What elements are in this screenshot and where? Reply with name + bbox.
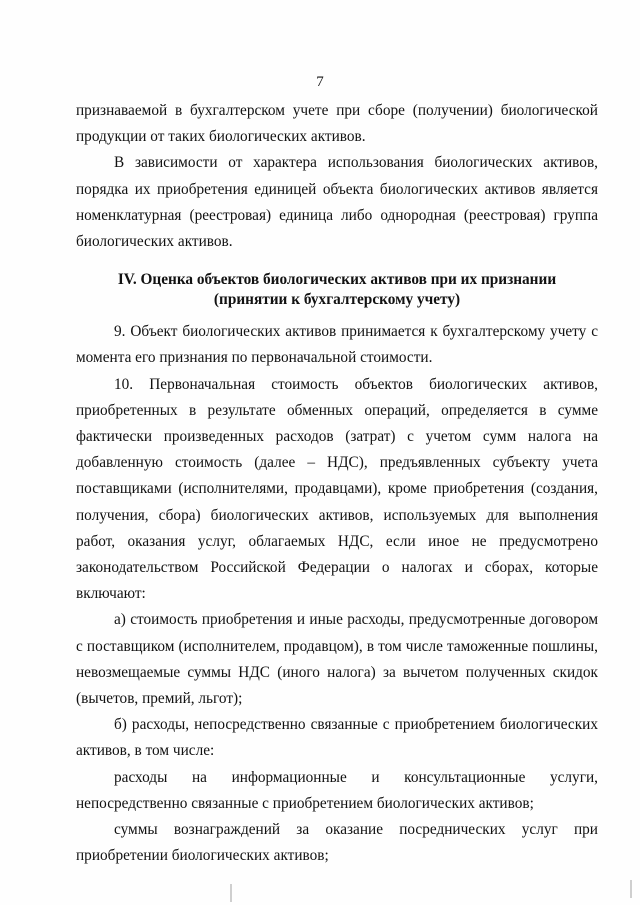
paragraph-consulting-costs: расходы на информационные и консультационные услуги, непосредственно связанные с приобретением биологических активов; [76,768,598,812]
scan-artifact-mark [230,884,232,902]
paragraph-item-9: 9. Объект биологических активов принимается к бухгалтерскому учету с момента его признания по первоначальной стоимости. [76,323,598,367]
page-number: 7 [316,74,324,90]
section-heading-line-2: (принятии к бухгалтерскому учету) [213,291,461,309]
paragraph-subitem-b: б) расходы, непосредственно связанные с приобретением биологических активов, в том числе: [76,716,598,760]
paragraph-item-10: 10. Первоначальная стоимость объектов биологических активов, приобретенных в результате обменных операций, определяется в сумме фактически произведенных расходов (затрат) с учетом сумм налога на добавленную стоимость (далее – НДС), предъявленных субъекту учета поставщиками (исполнителями, продавцами), кроме приобретения (создания, получения, сбора) биологических активов, используемых для выполнения работ, оказания услуг, облагаемых НДС, если иное не предусмотрено законодательством Российской Федерации о налогах и сборах, которые включают: [76,375,598,603]
paragraph-unit-definition: В зависимости от характера использования биологических активов, порядка их приобретения единицей объекта биологических активов является номенклатурная (реестровая) единица либо однородная (реестровая) группа биологических активов. [76,154,598,251]
section-heading-line-1: IV. Оценка объектов биологических активов при их признании [117,271,557,289]
document-body [76,98,598,869]
paragraph-continuation: признаваемой в бухгалтерском учете при сборе (получении) биологической продукции от таких биологических активов. [76,102,598,146]
section-heading [76,270,598,310]
paragraph-subitem-a: а) стоимость приобретения и иные расходы, предусмотренные договором с поставщиком (исполнителем, продавцом), в том числе таможенные пошлины, невозмещаемые суммы НДС (иного налога) за вычетом полученных скидок (вычетов, премий, льгот); [76,611,598,708]
paragraph-intermediary-fees: суммы вознаграждений за оказание посреднических услуг при приобретении биологических активов; [76,821,598,865]
scan-artifact-mark [630,880,632,898]
